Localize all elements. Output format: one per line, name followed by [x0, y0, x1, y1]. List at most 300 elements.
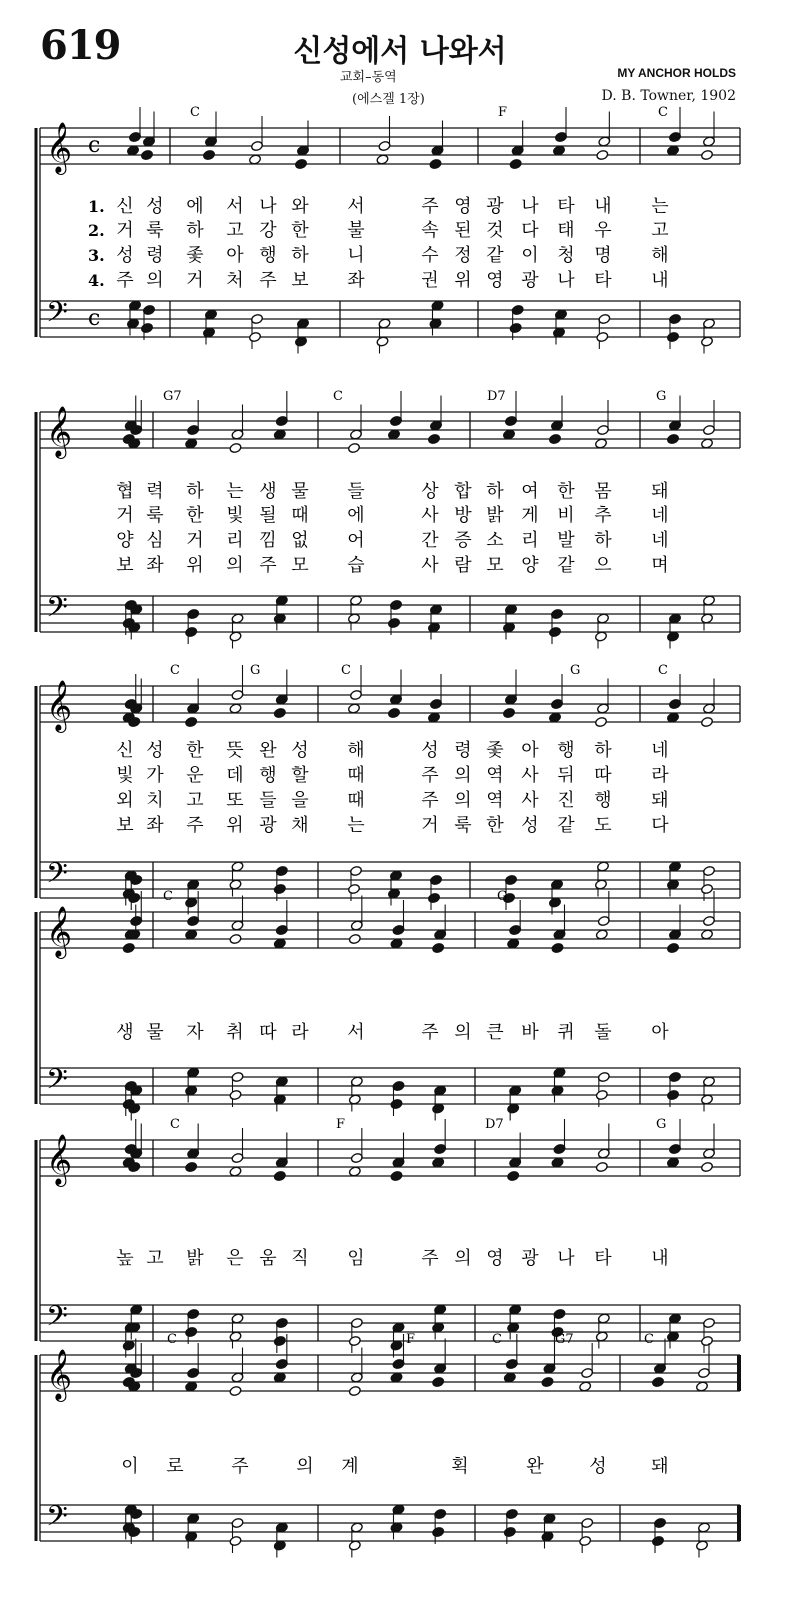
lyric-syllable: 로	[166, 1456, 184, 1477]
note-head	[432, 1376, 445, 1387]
lyric-syllable: 고	[651, 220, 669, 241]
lyric-syllable: 룩	[454, 815, 472, 836]
treble-clef-icon: 𝄞	[46, 122, 73, 173]
bass-staff	[40, 1500, 740, 1541]
lyric-syllable: 채	[291, 815, 309, 836]
lyric-syllable: 거	[186, 530, 204, 551]
lyric-syllable: 성	[521, 815, 539, 836]
lyric-syllable: 보	[291, 270, 309, 291]
lyric-syllable: 물	[291, 481, 309, 502]
note-head	[667, 433, 680, 444]
lyric-syllable: 령	[146, 245, 164, 266]
lyric-syllable: 거	[116, 505, 134, 526]
lyric-syllable: 서	[347, 196, 365, 217]
lyric-syllable: 주	[116, 270, 134, 291]
note-head	[551, 942, 564, 953]
note-head	[390, 1098, 403, 1109]
chord-symbol: G7	[163, 389, 182, 404]
note-head	[432, 1526, 445, 1537]
note-head	[701, 1161, 714, 1172]
note-head	[667, 942, 680, 953]
bass-staff	[40, 1300, 740, 1341]
treble-staff	[40, 906, 740, 959]
lyric-syllable: 성	[291, 740, 309, 761]
note-head	[549, 433, 562, 444]
note-head	[388, 617, 401, 628]
note-head	[429, 158, 442, 169]
chord-symbol: C	[644, 1332, 654, 1347]
lyric-syllable: 사	[421, 505, 439, 526]
lyric-syllable: 하	[186, 481, 204, 502]
lyric-syllable: 사	[421, 555, 439, 576]
lyric-syllable: 라	[291, 1022, 309, 1043]
lyric-syllable: 는	[226, 481, 244, 502]
lyric-syllable: 주	[421, 790, 439, 811]
lyric-syllable: 획	[451, 1456, 469, 1477]
lyric-syllable: 완	[259, 740, 277, 761]
lyric-syllable: 비	[557, 505, 575, 526]
bass-clef-icon: 𝄢	[46, 1063, 68, 1103]
chord-symbol: C	[170, 1117, 180, 1132]
lyric-syllable: 으	[594, 555, 612, 576]
lyric-syllable: 하	[486, 481, 504, 502]
note-head	[596, 331, 609, 342]
lyric-syllable: 나	[259, 196, 277, 217]
lyric-syllable: 성	[421, 740, 439, 761]
note-head	[203, 149, 216, 160]
lyric-syllable: 따	[259, 1022, 277, 1043]
lyric-syllable: 네	[651, 505, 669, 526]
lyric-syllable: 소	[486, 530, 504, 551]
system-6	[36, 1332, 741, 1558]
lyric-syllable: 주	[421, 1248, 439, 1269]
lyric-syllable: 고	[186, 790, 204, 811]
lyric-syllable: 영	[486, 1248, 504, 1269]
lyric-syllable: 이	[121, 1456, 139, 1477]
lyric-syllable: 광	[521, 270, 539, 291]
lyric-syllable: 돼	[651, 1456, 669, 1477]
lyric-syllable: 하	[594, 740, 612, 761]
lyric-syllable: 될	[259, 505, 277, 526]
lyric-syllable: 완	[526, 1456, 544, 1477]
note-head	[595, 1089, 608, 1100]
lyric-syllable: 없	[291, 530, 309, 551]
chord-symbol: C	[658, 663, 668, 678]
lyric-syllable: 역	[486, 765, 504, 786]
lyric-syllable: 좇	[486, 740, 504, 761]
lyric-syllable: 속	[421, 220, 439, 241]
lyric-syllable: 증	[454, 530, 472, 551]
chord-symbol: C	[190, 105, 200, 120]
lyric-syllable: 한	[186, 740, 204, 761]
bass-clef-icon: 𝄢	[46, 1500, 68, 1540]
final-barline	[737, 1505, 741, 1541]
treble-clef-icon: 𝄞	[46, 1349, 73, 1400]
chord-symbol: G	[570, 663, 581, 678]
lyric-syllable: 주	[186, 815, 204, 836]
note-head	[229, 1535, 242, 1546]
lyric-syllable: 광	[486, 196, 504, 217]
lyric-syllable: 자	[186, 1022, 204, 1043]
lyric-syllable: 주	[259, 555, 277, 576]
chord-symbol: F	[336, 1117, 346, 1132]
composer-credit: D. B. Towner, 1902	[601, 88, 736, 104]
lyric-syllable: 협	[116, 481, 134, 502]
lyric-syllable: 주	[421, 1022, 439, 1043]
lyric-syllable: 령	[454, 740, 472, 761]
lyric-syllable: 좌	[347, 270, 365, 291]
lyric-syllable: 한	[486, 815, 504, 836]
final-barline	[737, 1355, 741, 1391]
lyric-syllable: 보	[116, 555, 134, 576]
note-head	[428, 892, 441, 903]
note-head	[595, 716, 608, 727]
lyric-syllable: 해	[651, 245, 669, 266]
lyric-syllable: 의	[454, 1248, 472, 1269]
lyric-syllable: 좇	[186, 245, 204, 266]
lyric-syllable: 외	[116, 790, 134, 811]
lyric-syllable: 직	[291, 1248, 309, 1269]
lyric-syllable: 심	[146, 530, 164, 551]
lyric-syllable: 광	[521, 1248, 539, 1269]
note-head	[595, 1161, 608, 1172]
note-head	[428, 433, 441, 444]
system-3	[36, 663, 740, 915]
lyric-syllable: 퀴	[557, 1022, 575, 1043]
note-head	[509, 322, 522, 333]
lyric-syllable: 에	[186, 196, 204, 217]
note-head	[652, 1535, 665, 1546]
scripture-reference: (에스겔 1장)	[352, 92, 425, 107]
chord-symbol: C	[492, 1332, 502, 1347]
chord-symbol: D7	[485, 1117, 504, 1132]
note-head	[348, 883, 361, 894]
lyric-syllable: 사	[521, 790, 539, 811]
note-head	[701, 716, 714, 727]
verse-number: 4.	[88, 271, 105, 290]
note-head	[348, 1335, 361, 1346]
lyric-syllable: 위	[186, 555, 204, 576]
lyric-syllable: 들	[259, 790, 277, 811]
lyric-syllable: 람	[454, 555, 472, 576]
lyric-syllable: 타	[557, 196, 575, 217]
chord-symbol: C	[341, 663, 351, 678]
lyric-syllable: 청	[557, 245, 575, 266]
lyric-syllable: 할	[291, 765, 309, 786]
lyric-syllable: 주	[231, 1456, 249, 1477]
verse-number: 2.	[88, 221, 105, 240]
note-head	[348, 933, 361, 944]
lyric-syllable: 모	[486, 555, 504, 576]
chord-symbol: C	[167, 1332, 177, 1347]
note-head	[229, 1089, 242, 1100]
lyric-syllable: 을	[291, 790, 309, 811]
lyric-syllable: 상	[421, 481, 439, 502]
lyric-syllable: 행	[594, 790, 612, 811]
lyric-syllable: 룩	[146, 220, 164, 241]
note-head	[503, 707, 516, 718]
treble-staff	[40, 680, 740, 733]
note-head	[273, 707, 286, 718]
note-head	[348, 442, 361, 453]
lyric-syllable: 움	[259, 1248, 277, 1269]
lyric-syllable: 에	[347, 505, 365, 526]
lyric-syllable: 니	[347, 245, 365, 266]
lyric-syllable: 은	[226, 1248, 244, 1269]
lyric-syllable: 따	[594, 765, 612, 786]
lyric-syllable: 주	[259, 270, 277, 291]
lyric-syllable: 가	[146, 765, 164, 786]
lyric-syllable: 한	[186, 505, 204, 526]
lyric-syllable: 거	[116, 220, 134, 241]
lyric-syllable: 영	[454, 196, 472, 217]
lyric-syllable: 운	[186, 765, 204, 786]
note-head	[701, 149, 714, 160]
lyric-syllable: 추	[594, 505, 612, 526]
lyric-syllable: 이	[521, 245, 539, 266]
lyric-syllable: 네	[651, 740, 669, 761]
chord-symbol: F	[406, 1332, 416, 1347]
lyric-syllable: 내	[651, 270, 669, 291]
lyric-syllable: 진	[557, 790, 575, 811]
note-head	[273, 1170, 286, 1181]
chord-symbol: G	[250, 663, 261, 678]
lyric-syllable: 의	[226, 555, 244, 576]
tune-name: MY ANCHOR HOLDS	[617, 66, 736, 80]
note-head	[141, 322, 154, 333]
lyric-syllable: 때	[347, 765, 365, 786]
note-head	[509, 158, 522, 169]
lyric-syllable: 서	[347, 1022, 365, 1043]
lyric-syllable: 뒤	[557, 765, 575, 786]
lyric-syllable: 행	[259, 765, 277, 786]
note-head	[229, 442, 242, 453]
lyric-syllable: 의	[454, 1022, 472, 1043]
lyric-syllable: 습	[347, 555, 365, 576]
lyric-syllable: 주	[421, 765, 439, 786]
lyric-syllable: 강	[259, 220, 277, 241]
note-head	[185, 716, 198, 727]
lyric-syllable: 아	[521, 740, 539, 761]
lyric-syllable: 간	[421, 530, 439, 551]
lyric-syllable: 서	[226, 196, 244, 217]
note-head	[141, 149, 154, 160]
treble-clef-icon: 𝄞	[46, 1134, 73, 1185]
treble-clef-icon: 𝄞	[46, 906, 73, 957]
lyric-syllable: 수	[421, 245, 439, 266]
lyric-syllable: 뜻	[226, 740, 244, 761]
hymn-subtitle: 교회–동역	[340, 70, 397, 85]
lyric-syllable: 위	[454, 270, 472, 291]
note-head	[507, 1170, 520, 1181]
lyric-syllable: 주	[421, 196, 439, 217]
lyric-syllable: 들	[347, 481, 365, 502]
lyric-syllable: 물	[146, 1022, 164, 1043]
lyric-syllable: 의	[296, 1456, 314, 1477]
note-head	[503, 1526, 516, 1537]
lyric-syllable: 불	[347, 220, 365, 241]
lyric-syllable: 큰	[486, 1022, 504, 1043]
lyric-syllable: 생	[259, 481, 277, 502]
lyric-syllable: 거	[421, 815, 439, 836]
system-1	[36, 105, 740, 354]
lyric-syllable: 좌	[146, 815, 164, 836]
note-head	[229, 933, 242, 944]
lyric-syllable: 네	[651, 530, 669, 551]
system-5	[36, 1117, 740, 1358]
note-head	[701, 883, 714, 894]
lyric-syllable: 보	[116, 815, 134, 836]
lyric-syllable: 위	[226, 815, 244, 836]
lyric-syllable: 좌	[146, 555, 164, 576]
lyric-syllable: 명	[594, 245, 612, 266]
lyric-syllable: 거	[186, 270, 204, 291]
bass-clef-icon: 𝄢	[46, 591, 68, 631]
lyric-syllable: 는	[651, 196, 669, 217]
bass-staff	[40, 1063, 740, 1104]
lyric-syllable: 정	[454, 245, 472, 266]
note-head	[273, 1335, 286, 1346]
note-head	[295, 158, 308, 169]
chord-symbol: C	[658, 105, 668, 120]
lyric-syllable: 돼	[651, 481, 669, 502]
note-head	[122, 942, 135, 953]
lyric-syllable: 양	[521, 555, 539, 576]
lyric-syllable: 내	[594, 196, 612, 217]
lyric-syllable: 생	[116, 1022, 134, 1043]
system-2	[36, 389, 740, 649]
lyric-syllable: 성	[146, 196, 164, 217]
lyric-syllable: 어	[347, 530, 365, 551]
lyric-syllable: 하	[594, 530, 612, 551]
bass-clef-icon: 𝄢	[46, 1300, 68, 1340]
note-head	[185, 1161, 198, 1172]
lyric-syllable: 태	[557, 220, 575, 241]
time-signature: c	[88, 133, 101, 158]
system-4	[36, 889, 740, 1121]
lyric-syllable: 한	[291, 220, 309, 241]
lyric-syllable: 사	[521, 765, 539, 786]
lyric-syllable: 계	[341, 1456, 359, 1477]
lyric-syllable: 합	[454, 481, 472, 502]
lyric-syllable: 나	[557, 270, 575, 291]
lyric-syllable: 리	[226, 530, 244, 551]
lyric-syllable: 력	[146, 481, 164, 502]
lyric-syllable: 돼	[651, 790, 669, 811]
lyric-syllable: 또	[226, 790, 244, 811]
lyric-syllable: 의	[454, 790, 472, 811]
lyric-syllable: 우	[594, 220, 612, 241]
lyric-syllable: 의	[146, 270, 164, 291]
lyric-syllable: 밝	[186, 1248, 204, 1269]
lyric-syllable: 신	[116, 740, 134, 761]
lyric-syllable: 임	[347, 1248, 365, 1269]
treble-staff	[40, 1134, 740, 1187]
lyric-syllable: 것	[486, 220, 504, 241]
chord-symbol: G	[656, 1117, 667, 1132]
lyric-syllable: 고	[226, 220, 244, 241]
lyric-syllable: 밝	[486, 505, 504, 526]
chord-symbol: C	[333, 389, 343, 404]
note-head	[229, 1385, 242, 1396]
lyric-syllable: 높	[116, 1248, 134, 1269]
lyric-syllable: 타	[594, 1248, 612, 1269]
lyric-syllable: 광	[259, 815, 277, 836]
lyric-syllable: 성	[116, 245, 134, 266]
lyric-syllable: 발	[557, 530, 575, 551]
lyric-syllable: 된	[454, 220, 472, 241]
hymn-title: 신성에서 나와서	[293, 34, 507, 69]
lyric-syllable: 역	[486, 790, 504, 811]
note-head	[348, 1385, 361, 1396]
treble-clef-icon: 𝄞	[46, 406, 73, 457]
lyric-syllable: 성	[146, 740, 164, 761]
lyric-syllable: 때	[347, 790, 365, 811]
note-head	[249, 331, 262, 342]
lyric-syllable: 내	[651, 1248, 669, 1269]
lyric-syllable: 같	[486, 245, 504, 266]
lyric-syllable: 바	[521, 1022, 539, 1043]
note-head	[579, 1535, 592, 1546]
note-head	[390, 1170, 403, 1181]
lyric-syllable: 여	[521, 481, 539, 502]
lyric-syllable: 아	[226, 245, 244, 266]
lyric-syllable: 방	[454, 505, 472, 526]
lyric-syllable: 빛	[116, 765, 134, 786]
chord-symbol: D7	[487, 389, 506, 404]
lyric-syllable: 한	[557, 481, 575, 502]
lyric-syllable: 와	[291, 196, 309, 217]
lyric-syllable: 고	[146, 1248, 164, 1269]
lyric-syllable: 는	[347, 815, 365, 836]
lyric-syllable: 게	[521, 505, 539, 526]
verse-number: 1.	[88, 197, 105, 216]
treble-staff	[40, 1349, 740, 1402]
chord-symbol: G	[656, 389, 667, 404]
lyric-syllable: 같	[557, 555, 575, 576]
note-head	[185, 626, 198, 637]
lyric-syllable: 리	[521, 530, 539, 551]
chord-symbol: F	[498, 105, 508, 120]
lyric-syllable: 영	[486, 270, 504, 291]
chord-symbol: G7	[555, 1332, 574, 1347]
lyric-syllable: 신	[116, 196, 134, 217]
lyric-syllable: 다	[521, 220, 539, 241]
lyric-syllable: 하	[186, 220, 204, 241]
lyric-syllable: 나	[521, 196, 539, 217]
chord-symbol: C	[163, 889, 173, 904]
lyric-syllable: 성	[589, 1456, 607, 1477]
lyric-syllable: 양	[116, 530, 134, 551]
lyric-syllable: 다	[651, 815, 669, 836]
lyric-syllable: 행	[259, 245, 277, 266]
note-head	[273, 883, 286, 894]
lyric-syllable: 같	[557, 815, 575, 836]
note-head	[596, 149, 609, 160]
lyric-syllable: 하	[291, 245, 309, 266]
lyric-syllable: 나	[557, 1248, 575, 1269]
note-head	[541, 1376, 554, 1387]
note-head	[388, 707, 401, 718]
lyric-syllable: 라	[651, 765, 669, 786]
lyric-syllable: 룩	[146, 505, 164, 526]
bass-clef-icon: 𝄢	[46, 296, 68, 336]
note-head	[652, 1376, 665, 1387]
lyric-syllable: 의	[454, 765, 472, 786]
lyric-syllable: 치	[146, 790, 164, 811]
lyric-syllable: 몸	[594, 481, 612, 502]
note-head	[701, 1335, 714, 1346]
